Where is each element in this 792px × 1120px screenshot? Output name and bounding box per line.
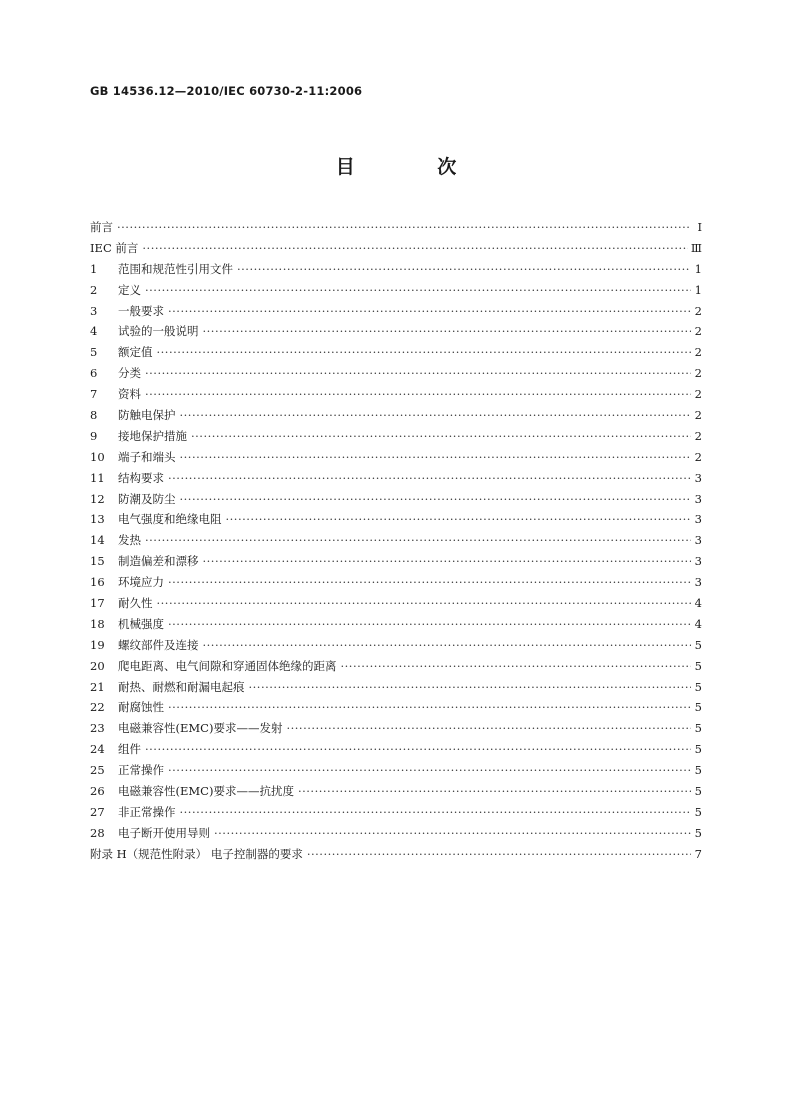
toc-entry-label: 前言 bbox=[90, 220, 113, 234]
toc-entry[interactable] bbox=[90, 635, 702, 656]
toc-entry-label: 防触电保护 bbox=[118, 408, 176, 423]
toc-entry-page: 1 bbox=[694, 282, 702, 297]
toc-entry[interactable] bbox=[90, 342, 702, 363]
toc-entry-label: 爬电距离、电气间隙和穿通固体绝缘的距离 bbox=[118, 658, 337, 673]
toc-entry[interactable] bbox=[90, 718, 702, 739]
toc-dot-leader bbox=[168, 697, 691, 718]
toc-entry-number: 2 bbox=[90, 282, 98, 297]
toc-entry-number: 19 bbox=[90, 637, 105, 652]
toc-entry[interactable] bbox=[90, 217, 702, 238]
toc-entry-label: 定义 bbox=[118, 282, 141, 297]
toc-entry-label: 结构要求 bbox=[118, 470, 164, 485]
toc-entry-number: 25 bbox=[90, 763, 105, 778]
toc-dot-leader bbox=[145, 280, 691, 301]
toc-entry-number: 14 bbox=[90, 533, 105, 548]
toc-entry-number: 10 bbox=[90, 449, 105, 464]
page-title: 目 次 bbox=[335, 156, 495, 178]
toc-dot-leader bbox=[191, 426, 691, 447]
toc-dot-leader bbox=[203, 635, 692, 656]
toc-entry-page: 4 bbox=[694, 596, 702, 611]
toc-entry-page: 3 bbox=[694, 491, 702, 506]
toc-entry-label: 非正常操作 bbox=[118, 804, 176, 819]
toc-entry[interactable] bbox=[90, 447, 702, 468]
toc-entry-label: 端子和端头 bbox=[118, 449, 176, 464]
toc-entry-page: Ⅰ bbox=[697, 220, 702, 234]
toc-entry-page: 5 bbox=[694, 679, 702, 694]
toc-entry-label: 发热 bbox=[118, 533, 141, 548]
toc-entry-label: 试验的一般说明 bbox=[118, 324, 199, 339]
toc-dot-leader bbox=[180, 489, 692, 510]
toc-dot-leader bbox=[203, 321, 692, 342]
toc-entry-label: 电子断开使用导则 bbox=[118, 825, 210, 840]
toc-dot-leader bbox=[142, 238, 688, 259]
toc-entry-page: 5 bbox=[694, 658, 702, 673]
toc-entry-number: 9 bbox=[90, 428, 98, 443]
toc-entry-number: 21 bbox=[90, 679, 105, 694]
toc-entry-page: 5 bbox=[694, 637, 702, 652]
toc-entry-page: 3 bbox=[694, 533, 702, 548]
toc-entry[interactable] bbox=[90, 301, 702, 322]
toc-entry-label: 资料 bbox=[118, 387, 141, 402]
toc-entry-page: 2 bbox=[694, 324, 702, 339]
toc-entry-label: 额定值 bbox=[118, 345, 153, 360]
toc-entry-label: IEC 前言 bbox=[90, 240, 139, 255]
toc-entry-label: 接地保护措施 bbox=[118, 428, 187, 443]
toc-dot-leader bbox=[168, 614, 691, 635]
toc-dot-leader bbox=[180, 802, 692, 823]
toc-entry-number: 23 bbox=[90, 721, 105, 736]
toc-entry-page: 2 bbox=[694, 428, 702, 443]
toc-entry-number: 7 bbox=[90, 387, 98, 402]
toc-entry-label: 机械强度 bbox=[118, 616, 164, 631]
toc-entry-number: 26 bbox=[90, 784, 105, 799]
toc-entry-page: 2 bbox=[694, 408, 702, 423]
toc-entry-page: 2 bbox=[694, 303, 702, 318]
standard-code: GB 14536.12—2010/IEC 60730-2-11:2006 bbox=[90, 84, 363, 98]
toc-entry[interactable] bbox=[90, 572, 702, 593]
toc-entry[interactable] bbox=[90, 697, 702, 718]
toc-entry[interactable] bbox=[90, 384, 702, 405]
toc-entry-page: 3 bbox=[694, 470, 702, 485]
toc-entry-page: 2 bbox=[694, 366, 702, 381]
toc-dot-leader bbox=[180, 405, 692, 426]
toc-entry-number: 3 bbox=[90, 303, 98, 318]
toc-entry[interactable] bbox=[90, 802, 702, 823]
toc-entry-page: 3 bbox=[694, 512, 702, 527]
toc-dot-leader bbox=[180, 447, 692, 468]
toc-entry-number: 28 bbox=[90, 825, 105, 840]
toc-entry[interactable] bbox=[90, 363, 702, 384]
toc-entry-label: 环境应力 bbox=[118, 575, 164, 590]
toc-entry-label: 一般要求 bbox=[118, 303, 164, 318]
toc-entry[interactable] bbox=[90, 677, 702, 698]
toc-dot-leader bbox=[214, 823, 691, 844]
toc-entry-number: 24 bbox=[90, 742, 105, 757]
toc-entry-page: 5 bbox=[694, 721, 702, 736]
toc-dot-leader bbox=[341, 656, 692, 677]
toc-entry[interactable] bbox=[90, 509, 702, 530]
toc-entry-page: 5 bbox=[694, 763, 702, 778]
toc-entry-page: 3 bbox=[694, 554, 702, 569]
toc-entry-number: 5 bbox=[90, 345, 98, 360]
toc-entry[interactable] bbox=[90, 760, 702, 781]
toc-entry[interactable] bbox=[90, 321, 702, 342]
toc-entry[interactable] bbox=[90, 489, 702, 510]
toc-entry[interactable] bbox=[90, 614, 702, 635]
toc-entry-page: 4 bbox=[694, 616, 702, 631]
toc-entry-number: 4 bbox=[90, 324, 98, 339]
toc-entry-page: Ⅲ bbox=[690, 240, 702, 255]
toc-entry[interactable] bbox=[90, 781, 702, 802]
toc-entry-number: 11 bbox=[90, 470, 105, 485]
toc-entry-number: 20 bbox=[90, 658, 105, 673]
toc-entry-number: 27 bbox=[90, 804, 105, 819]
toc-entry[interactable] bbox=[90, 238, 702, 259]
toc-entry[interactable] bbox=[90, 844, 702, 865]
toc-entry-number: 15 bbox=[90, 554, 105, 569]
toc-entry-page: 5 bbox=[694, 804, 702, 819]
toc-dot-leader bbox=[249, 677, 692, 698]
toc-entry-number: 8 bbox=[90, 408, 98, 423]
toc-entry-page: 5 bbox=[694, 742, 702, 757]
toc-entry-number: 16 bbox=[90, 575, 105, 590]
toc-dot-leader bbox=[226, 509, 692, 530]
toc-entry-page: 2 bbox=[694, 345, 702, 360]
toc-entry-page: 5 bbox=[694, 700, 702, 715]
toc-entry-page: 7 bbox=[694, 846, 702, 861]
toc-entry-label: 分类 bbox=[118, 366, 141, 381]
toc-dot-leader bbox=[298, 781, 691, 802]
toc-entry-label: 正常操作 bbox=[118, 763, 164, 778]
toc-entry-page: 1 bbox=[694, 261, 702, 276]
toc-dot-leader bbox=[117, 217, 691, 238]
toc-entry-number: 12 bbox=[90, 491, 105, 506]
toc-entry-number: 6 bbox=[90, 366, 98, 381]
toc-entry[interactable] bbox=[90, 739, 702, 760]
toc-entry-label: 电气强度和绝缘电阻 bbox=[118, 512, 222, 527]
toc-entry-page: 5 bbox=[694, 825, 702, 840]
toc-entry-number: 18 bbox=[90, 616, 105, 631]
toc-dot-leader bbox=[157, 593, 692, 614]
toc-entry-page: 2 bbox=[694, 449, 702, 464]
toc-dot-leader bbox=[307, 844, 691, 865]
toc-entry-label: 防潮及防尘 bbox=[118, 491, 176, 506]
toc-dot-leader bbox=[203, 551, 692, 572]
toc-entry[interactable] bbox=[90, 280, 702, 301]
toc-entry-label: 制造偏差和漂移 bbox=[118, 554, 199, 569]
toc-entry-label: 电磁兼容性(EMC)要求——抗扰度 bbox=[118, 784, 294, 799]
toc-entry-page: 2 bbox=[694, 387, 702, 402]
toc-entry-label: 范围和规范性引用文件 bbox=[118, 261, 233, 276]
toc-entry-label: 附录 H（规范性附录） 电子控制器的要求 bbox=[90, 846, 303, 861]
toc-entry[interactable] bbox=[90, 426, 702, 447]
toc-entry[interactable] bbox=[90, 468, 702, 489]
toc-entry-number: 22 bbox=[90, 700, 105, 715]
toc-dot-leader bbox=[168, 468, 691, 489]
toc-dot-leader bbox=[237, 259, 691, 280]
toc-entry-number: 13 bbox=[90, 512, 105, 527]
toc-entry-number: 17 bbox=[90, 596, 105, 611]
toc-dot-leader bbox=[286, 718, 691, 739]
toc-dot-leader bbox=[145, 739, 691, 760]
toc-dot-leader bbox=[145, 384, 691, 405]
toc-entry-label: 螺纹部件及连接 bbox=[118, 637, 199, 652]
toc-entry-page: 5 bbox=[694, 784, 702, 799]
toc-entry-page: 3 bbox=[694, 575, 702, 590]
toc-entry-number: 1 bbox=[90, 261, 98, 276]
toc-entry[interactable] bbox=[90, 656, 702, 677]
toc-dot-leader bbox=[145, 530, 691, 551]
toc-entry-label: 耐腐蚀性 bbox=[118, 700, 164, 715]
toc-dot-leader bbox=[145, 363, 691, 384]
toc-entry[interactable] bbox=[90, 530, 702, 551]
toc-dot-leader bbox=[168, 301, 691, 322]
toc-entry[interactable] bbox=[90, 259, 702, 280]
table-of-contents bbox=[90, 217, 702, 865]
toc-dot-leader bbox=[168, 760, 691, 781]
toc-entry[interactable] bbox=[90, 823, 702, 844]
toc-dot-leader bbox=[157, 342, 692, 363]
toc-entry-label: 耐热、耐燃和耐漏电起痕 bbox=[118, 679, 245, 694]
toc-dot-leader bbox=[168, 572, 691, 593]
toc-entry-label: 组件 bbox=[118, 742, 141, 757]
toc-entry-label: 耐久性 bbox=[118, 596, 153, 611]
toc-entry[interactable] bbox=[90, 593, 702, 614]
toc-entry[interactable] bbox=[90, 405, 702, 426]
toc-entry[interactable] bbox=[90, 551, 702, 572]
toc-entry-label: 电磁兼容性(EMC)要求——发射 bbox=[118, 721, 283, 736]
